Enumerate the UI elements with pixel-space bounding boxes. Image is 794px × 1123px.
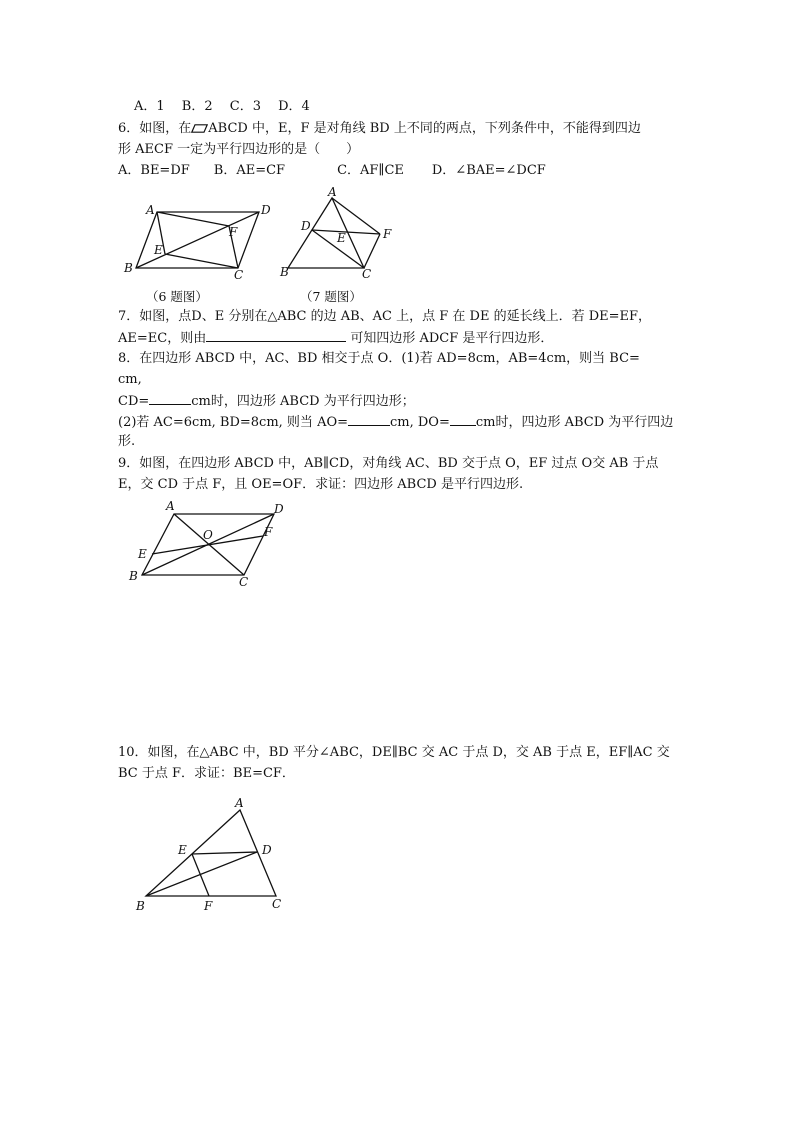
q6-option-b: B．AE=CF <box>213 163 286 178</box>
fig7-caption: （7 题图） <box>300 289 362 304</box>
q7-line2 <box>118 329 553 348</box>
fig7-segment-df <box>312 230 380 234</box>
fig10-segment-bd <box>146 852 257 896</box>
q8-line2: cm, <box>118 372 142 387</box>
fig10-label-f: F <box>204 899 213 913</box>
q8-line4-b: cm, DO= <box>390 415 450 430</box>
fig6-segment-ec <box>165 254 238 268</box>
q6-line1 <box>118 120 641 138</box>
q6-options <box>118 162 546 180</box>
fig9-label-f: F <box>264 525 273 539</box>
fig7-label-d: D <box>301 219 311 233</box>
q6-option-d: D．∠BAE=∠DCF <box>431 163 546 178</box>
fig9-label-d: D <box>274 502 284 516</box>
q10-line2: BC 于点 F．求证：BE=CF． <box>118 766 295 781</box>
fig7-label-b: B <box>280 265 289 279</box>
q10-line1: 10．如图，在△ABC 中，BD 平分∠ABC，DE∥BC 交 AC 于点 D，交 AB 于点 E，EF∥AC 交 <box>118 745 670 760</box>
q7-answer-blank <box>206 329 346 342</box>
fig9-label-e: E <box>138 547 147 561</box>
fig10-label-e: E <box>178 843 187 857</box>
fig7-label-c: C <box>362 267 372 281</box>
fig10-segment-ef <box>192 854 209 896</box>
q6-option-a: A．BE=DF <box>118 163 190 178</box>
q8-line1: 8．在四边形 ABCD 中，AC、BD 相交于点 O．(1)若 AD=8cm，AB=4cm，则当 BC= <box>118 351 640 366</box>
q7-line1: 7．如图，点D、E 分别在△ABC 的边 AB、AC 上，点 F 在 DE 的延长线上．若 DE=EF， <box>118 309 652 324</box>
fig6-label-b: B <box>124 261 133 275</box>
figure-6 <box>120 198 280 280</box>
q6-line1-post: ABCD 中，E，F 是对角线 BD 上不同的两点，下列条件中，不能得到四边 <box>208 121 641 136</box>
fig9-label-c: C <box>239 575 249 589</box>
fig6-label-a: A <box>146 203 155 217</box>
q9-line2: E，交 CD 于点 F，且 OE=OF．求证：四边形 ABCD 是平行四边形. <box>118 477 524 492</box>
q7-line2-post: 可知四边形 ADCF 是平行四边形． <box>350 331 554 346</box>
fig6-label-c: C <box>234 268 244 282</box>
fig6-label-d: D <box>261 203 271 217</box>
fig9-label-a: A <box>166 499 175 513</box>
fig6-label-e: E <box>154 243 163 257</box>
fig10-segment-ed <box>192 852 257 854</box>
q5-options: A．1 B．2 C．3 D．4 <box>134 99 310 114</box>
fig9-label-o: O <box>203 528 213 542</box>
figure-10 <box>132 792 292 914</box>
q8-line4 <box>118 413 673 432</box>
parallelogram-icon <box>191 124 208 133</box>
fig7-label-e: E <box>337 231 346 245</box>
fig10-label-a: A <box>235 796 244 810</box>
fig7-segment-af <box>332 198 380 234</box>
fig7-label-a: A <box>328 185 337 199</box>
q6-line1-pre: 6．如图，在 <box>118 121 192 136</box>
fig7-segment-fc <box>364 234 380 268</box>
fig9-label-b: B <box>129 569 138 583</box>
q8-line5: 形. <box>118 434 136 449</box>
fig10-label-c: C <box>272 897 282 911</box>
q9-line1: 9．如图，在四边形 ABCD 中，AB∥CD，对角线 AC、BD 交于点 O，EF 过点 O交 AB 于点 <box>118 456 659 471</box>
fig6-segment-af <box>157 212 229 226</box>
q6-line2: 形 AECF 一定为平行四边形的是（ ） <box>118 142 360 157</box>
q8-do-blank <box>450 413 476 426</box>
q8-line4-a: (2)若 AC=6cm, BD=8cm, 则当 AO= <box>118 415 349 430</box>
fig6-caption: （6 题图） <box>146 289 208 304</box>
figure-7 <box>278 186 398 282</box>
q7-line2-pre: AE=EC，则由 <box>118 331 207 346</box>
q8-ao-blank <box>348 413 390 426</box>
q6-option-c: C．AF∥CE <box>337 163 404 178</box>
fig7-label-f: F <box>383 227 392 241</box>
figure-9 <box>124 496 294 588</box>
q8-cd-blank <box>149 392 191 405</box>
fig10-label-b: B <box>136 899 145 913</box>
q8-line3-post: cm时，四边形 ABCD 为平行四边形； <box>191 394 415 409</box>
q8-line3 <box>118 392 415 411</box>
fig6-label-f: F <box>229 225 238 239</box>
fig10-label-d: D <box>262 843 272 857</box>
q8-line3-pre: CD= <box>118 394 150 409</box>
q8-line4-c: cm时，四边形 ABCD 为平行四边 <box>475 415 674 430</box>
